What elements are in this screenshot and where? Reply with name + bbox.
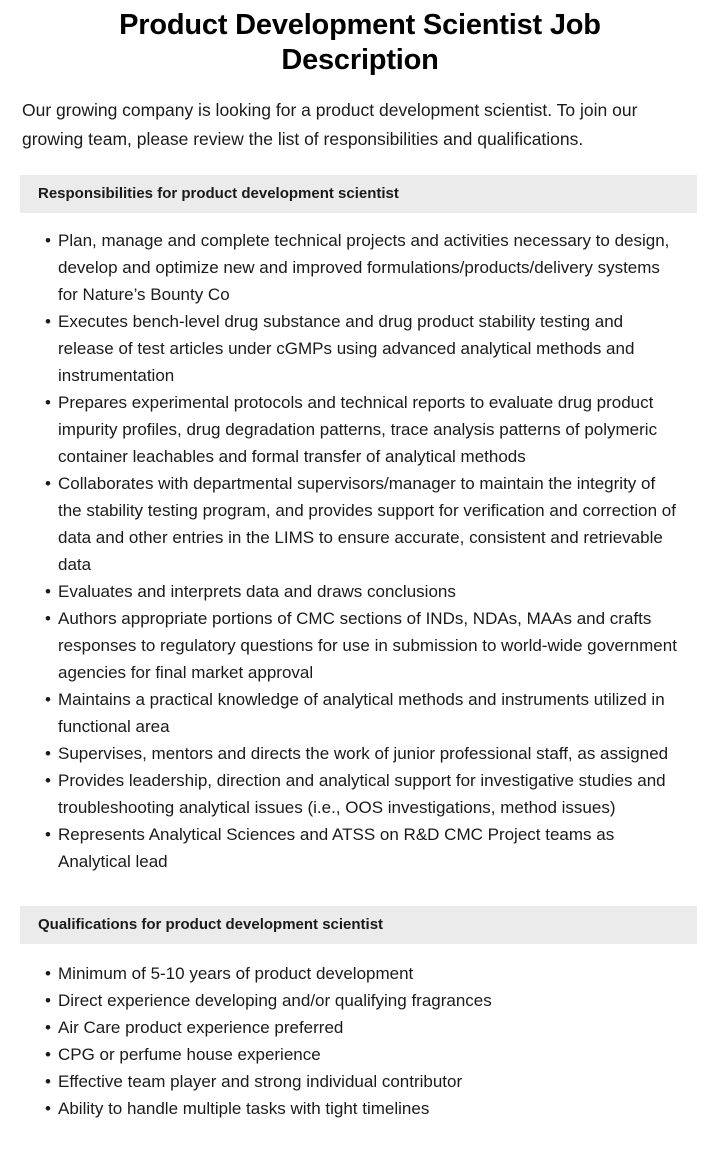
list-item: • Minimum of 5-10 years of product development bbox=[45, 960, 682, 987]
list-item: • Represents Analytical Sciences and ATSS on R&D CMC Project teams as Analytical lead bbox=[45, 821, 682, 875]
qualifications-list bbox=[0, 944, 720, 1122]
responsibilities-heading: Responsibilities for product development scientist bbox=[38, 185, 399, 202]
list-item: • Air Care product experience preferred bbox=[45, 1014, 682, 1041]
list-item: • Collaborates with departmental supervisors/manager to maintain the integrity of the stability testing program, and provides support for verification and correction of data and other entries in the LIMS to ensure accurate, consistent and retrievable data bbox=[45, 470, 682, 578]
list-item: • Authors appropriate portions of CMC sections of INDs, NDAs, MAAs and crafts responses to regulatory questions for use in submission to world-wide government agencies for final market approval bbox=[45, 605, 682, 686]
responsibilities-list bbox=[0, 213, 720, 875]
qualifications-section bbox=[0, 906, 720, 1122]
list-item: • Executes bench-level drug substance and drug product stability testing and release of test articles under cGMPs using advanced analytical methods and instrumentation bbox=[45, 308, 682, 389]
list-item: • CPG or perfume house experience bbox=[45, 1041, 682, 1068]
qualifications-header-band bbox=[20, 906, 697, 944]
list-item: • Plan, manage and complete technical projects and activities necessary to design, develop and optimize new and improved formulations/products/delivery systems for Nature’s Bounty Co bbox=[45, 227, 682, 308]
responsibilities-header-band bbox=[20, 175, 697, 213]
page-title: Product Development Scientist Job Description bbox=[119, 9, 601, 76]
list-item: • Maintains a practical knowledge of analytical methods and instruments utilized in functional area bbox=[45, 686, 682, 740]
list-item: • Direct experience developing and/or qualifying fragrances bbox=[45, 987, 682, 1014]
responsibilities-section bbox=[0, 175, 720, 875]
qualifications-heading: Qualifications for product development scientist bbox=[38, 916, 384, 933]
list-item: • Effective team player and strong individual contributor bbox=[45, 1068, 682, 1095]
list-item: • Provides leadership, direction and analytical support for investigative studies and troubleshooting analytical issues (i.e., OOS investigations, method issues) bbox=[45, 767, 682, 821]
intro-paragraph: Our growing company is looking for a product development scientist. To join our growing team, please review the list of responsibilities and qualifications. bbox=[22, 100, 638, 149]
list-item: • Evaluates and interprets data and draws conclusions bbox=[45, 578, 682, 605]
list-item: • Prepares experimental protocols and technical reports to evaluate drug product impurity profiles, drug degradation patterns, trace analysis patterns of polymeric container leachables and formal transfer of analytical methods bbox=[45, 389, 682, 470]
list-item: • Ability to handle multiple tasks with tight timelines bbox=[45, 1095, 682, 1122]
list-item: • Supervises, mentors and directs the work of junior professional staff, as assigned bbox=[45, 740, 682, 767]
